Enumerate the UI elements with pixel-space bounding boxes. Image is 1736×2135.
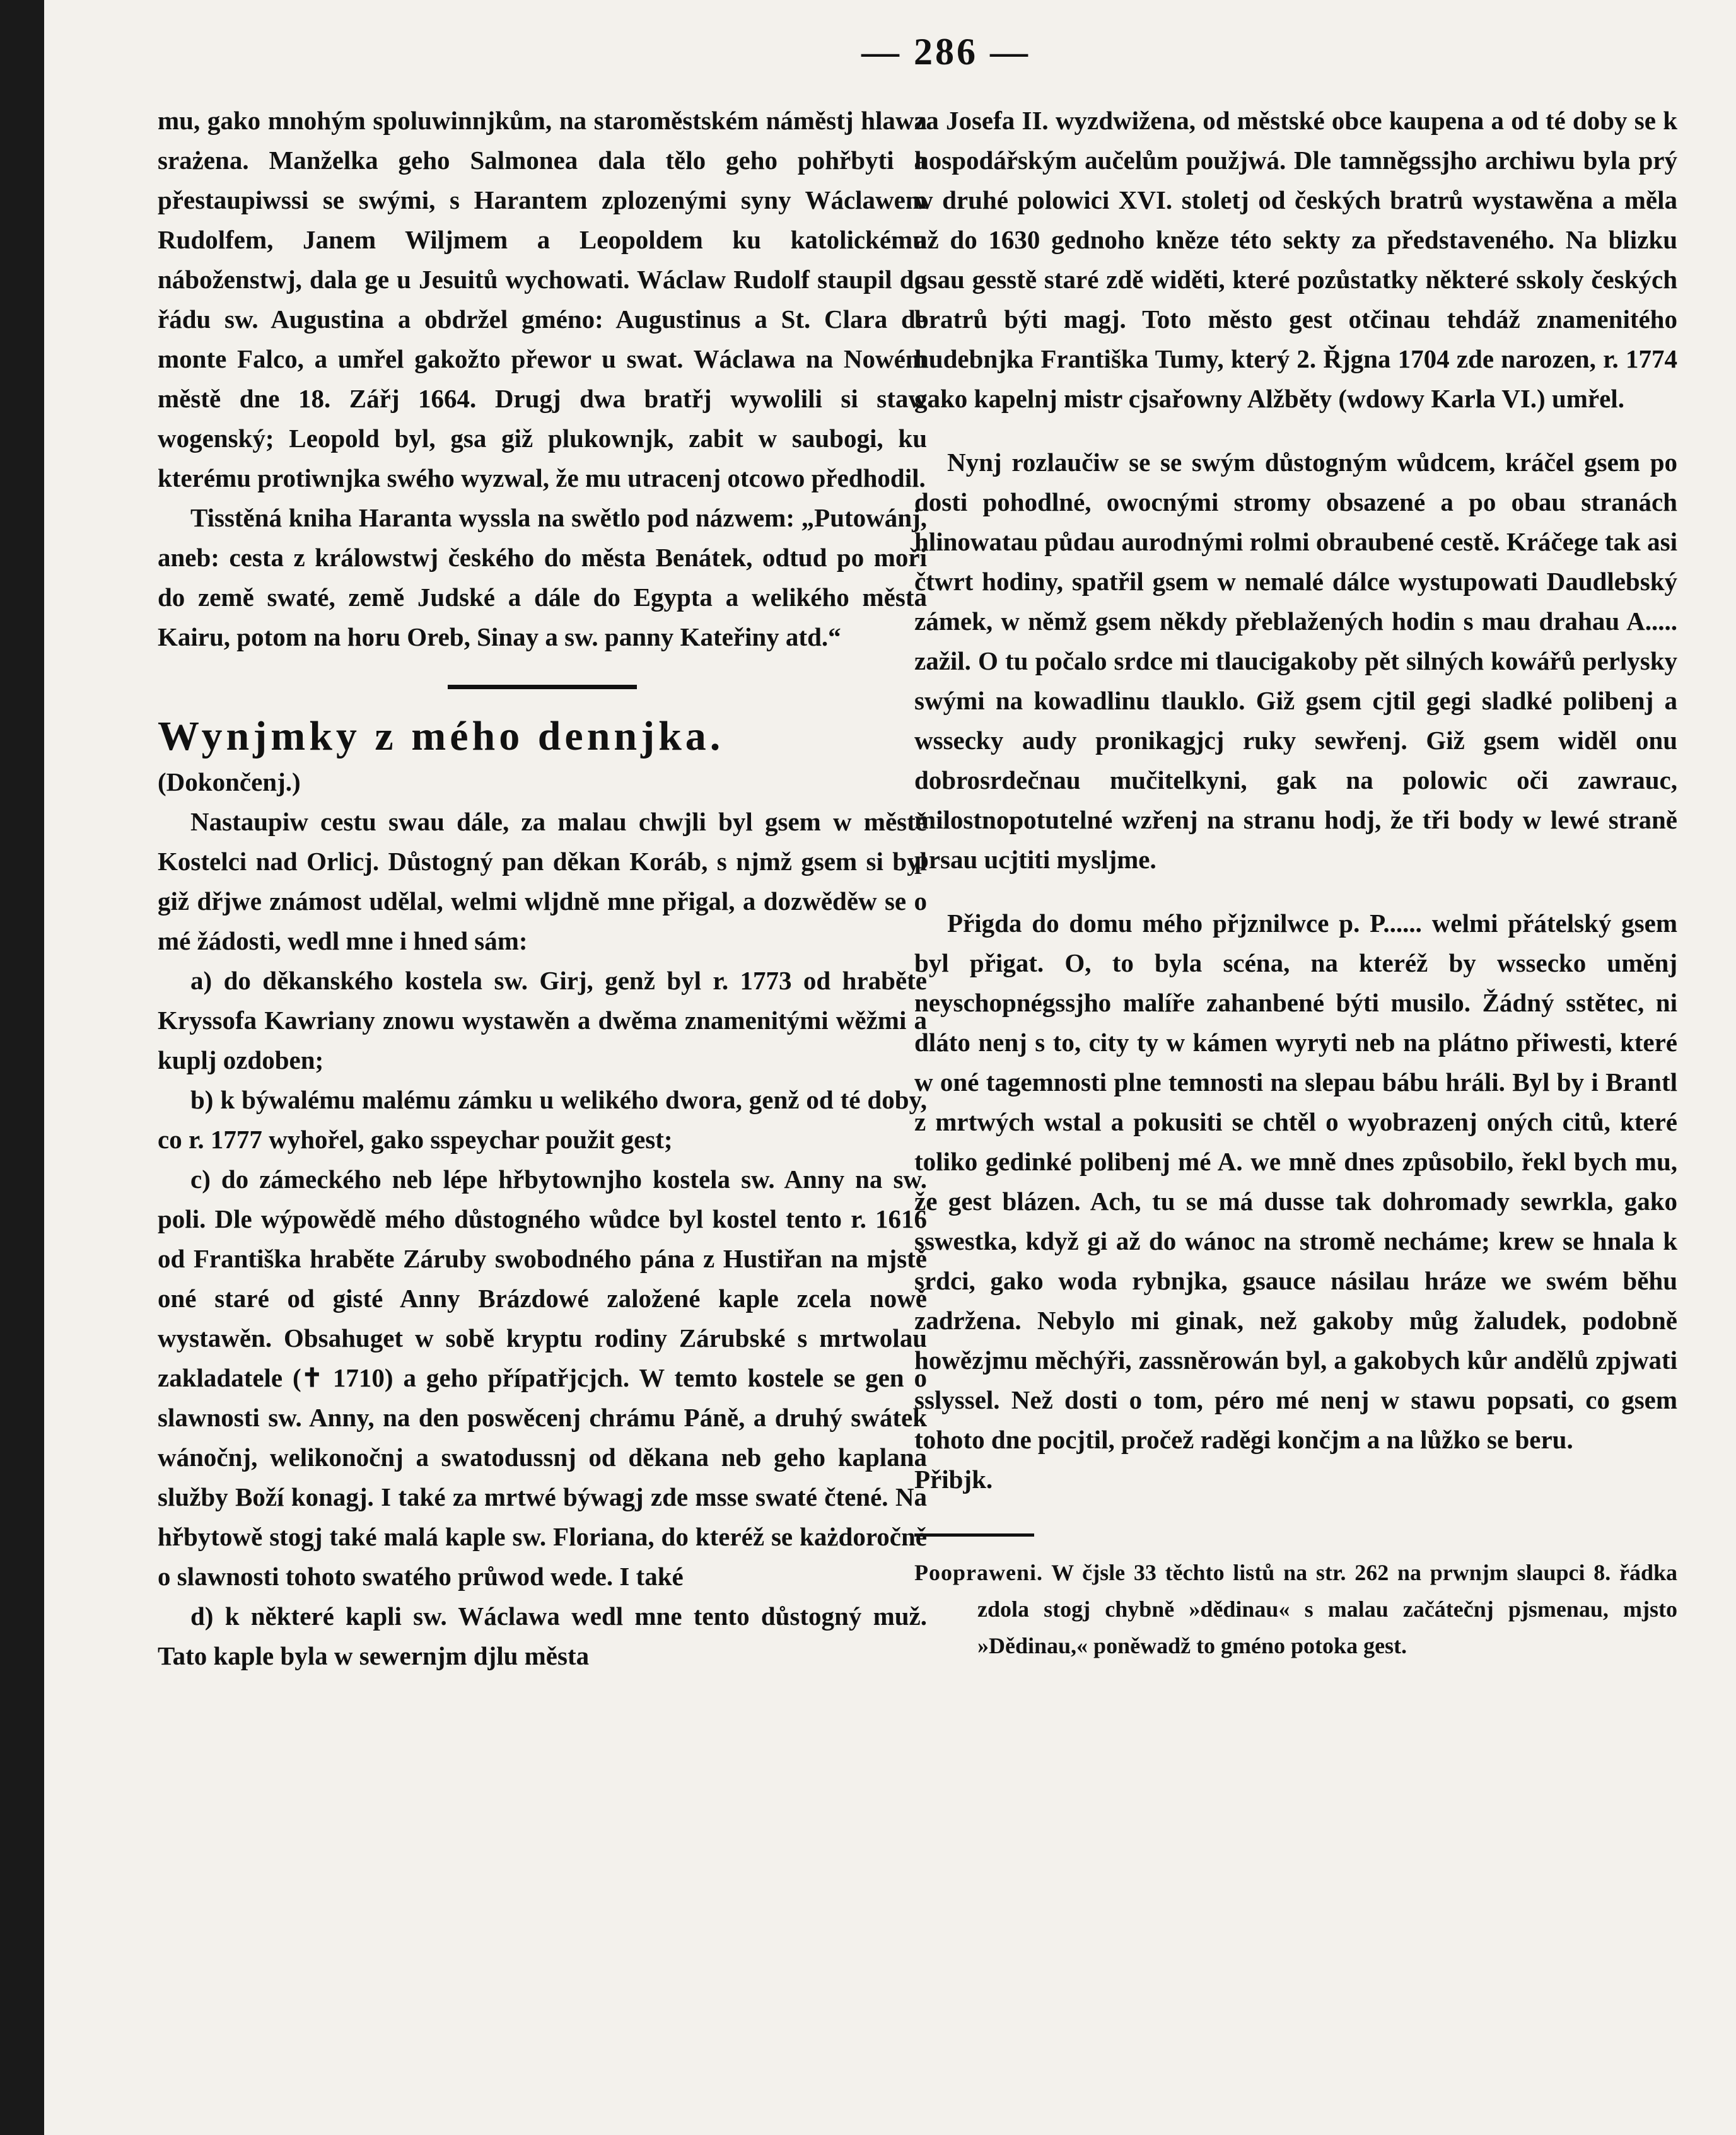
footnote-text: W čjsle 33 těchto listů na str. 262 na prwnjm slaupci 8. řádka zdola stogj chybně »dědinau« s malau začátečnj pjsmenau, mjsto »Dědinau,« poněwadž to gméno potoka gest.	[977, 1560, 1677, 1658]
list-item: b) k býwalému malému zámku u welikého dwora, genž od té doby, co r. 1777 wyhořel, gako sspeychar použit gest;	[158, 1085, 927, 1154]
right-column	[914, 101, 1677, 1664]
page-number: — 286 —	[861, 31, 1030, 73]
footnote-divider	[914, 1533, 1034, 1537]
paragraph: za Josefa II. wyzdwižena, od městské obce kaupena a od té doby se k hospodářským aučelům použjwá. Dle tamněgssjho archiwu byla prý w druhé polowici XVI. stoletj od českých bratrů wystawěna a měla až do 1630 gednoho kněze této sekty za představeného. Na blizku gsau gesstě staré zdě widěti, které pozůstatky některé sskoly českých bratrů býti magj. Toto město gest otčinau tehdáž znamenitého hudebnjka Františka Tumy, který 2. Řjgna 1704 zde narozen, r. 1774 gako kapelnj mistr cjsařowny Alžběty (wdowy Karla VI.) umřel.	[914, 106, 1677, 413]
left-column	[158, 101, 927, 1676]
footnote	[914, 1554, 1677, 1664]
paragraph: Přigda do domu mého přjznilwce p. P...... welmi přátelský gsem byl přigat. O, to byla scéna, na kteréž by wssecko uměnj neyschopnégssjho malíře zahanbené býti musilo. Žádný sstětec, ni dláto nenj s to, city ty w kámen wyryti neb na plátno přiwesti, které w oné tagemnosti plne temnosti na slepau bábu hráli. Byl by i Brantl z mrtwých wstal a pokusiti se chtěl o wyobrazenj oných citů, které toliko gedinké polibenj mé A. we mně dnes způsobilo, řekl bych mu, že gest blázen. Ach, tu se má dusse tak dohromady sewrkla, gako sswestka, když gi až do wánoc na stromě necháme; krew se hnala k srdci, gako woda rybnjka, gsauce násilau hráze we swém běhu zadržena. Nebylo mi ginak, než gakoby můg žaludek, podobně howězjmu měchýři, zassněrowán byl, a gakobych kůr andělů zpjwati sslyssel. Než dosti o tom, péro mé nenj w stawu popsati, co gsem tohoto dne pocjtil, pročež raděgi končjm a na lůžko se beru.	[914, 909, 1677, 1454]
section-subtitle: (Dokončenj.)	[158, 767, 301, 796]
list-item: c) do zámeckého neb lépe hřbytownjho kostela sw. Anny na sw. poli. Dle wýpowědě mého důstogného wůdce byl kostel tento r. 1616 od Františka hraběte Záruby swobodného pána z Hustiřan na mjstě oné staré od gisté Anny Brázdowé založené kaple zcela nowě wystawěn. Obsahuget w sobě kryptu rodiny Zárubské s mrtwolau zakladatele (✝ 1710) a geho přípatřjcjch. W temto kostele se gen o slawnosti sw. Anny, na den poswěcenj chrámu Páně, a druhý swátek wánočnj, welikonočnj a swatodussnj od děkana neb geho kaplana služby Boží konagj. I také za mrtwé býwagj zde msse swaté čtené. Na hřbytowě stogj také malá kaple sw. Floriana, do kteréž se każdoročně o slawnosti tohoto swatého průwod wede. I také	[158, 1165, 927, 1591]
section-title: Wynjmky z mého dennjka.	[158, 713, 725, 759]
list-item: d) k některé kapli sw. Wáclawa wedl mne tento důstogný muž. Tato kaple byla w sewernjm djlu města	[158, 1602, 927, 1670]
section-divider	[448, 685, 637, 689]
paragraph: Nastaupiw cestu swau dále, za malau chwjli byl gsem w městě Kostelci nad Orlicj. Důstogný pan děkan Koráb, s njmž gsem si byl giž dřjwe známost udělal, welmi wljdně mne přigal, a dozwěděw se o mé žádosti, wedl mne i hned sám:	[158, 807, 927, 955]
list-item: a) do děkanského kostela sw. Girj, genž byl r. 1773 od hraběte Kryssofa Kawriany znowu wystawěn a dwěma znamenitými wěžmi a kuplj ozdoben;	[158, 966, 927, 1074]
paragraph: Tisstěná kniha Haranta wyssla na swětlo pod názwem: „Putowánj, aneb: cesta z králowstwj českého do města Benátek, odtud po moři do země swaté, země Judské a dále do Egypta a welikého města Kairu, potom na horu Oreb, Sinay a sw. panny Kateřiny atd.“	[158, 503, 927, 651]
paragraph: Nynj rozlaučiw se se swým důstogným wůdcem, kráčel gsem po dosti pohodlné, owocnými stromy obsazené a po obau stranách hlinowatau půdau aurodnými rolmi obraubené cestě. Kráčege tak asi čtwrt hodiny, spatřil gsem w nemalé dálce wystupowati Daudlebský zámek, w němž gsem někdy přeblažených hodin s mau drahau A..... zažil. O tu počalo srdce mi tlaucigakoby pět silných kowářů perlysky swými na kowadlinu tlauklo. Giž gsem cjtil gegi sladké polibenj a wssecky audy pronikagjcj ruky sewřenj. Giž gsem widěl onu dobrosrdečnau mučitelkyni, gak na polowic oči zawrauc, milostnopotutelné wzřenj na stranu hodj, že tři body w lewé straně prsau ucjtiti mysljme.	[914, 448, 1677, 874]
paragraph: mu, gako mnohým spoluwinnjkům, na staroměstském náměstj hlawa srażena. Manželka geho Salmonea dala tělo geho pohřbyti a přestaupiwssi se swými, s Harantem zplozenými syny Wáclawem Rudolfem, Janem Wiljmem a Leopoldem ku katolickému náboženstwj, dala ge u Jesuitů wychowati. Wáclaw Rudolf staupil do řádu sw. Augustina a obdržel gméno: Augustinus a St. Clara de monte Falco, a umřel gakožto přewor u swat. Wáclawa na Nowém městě dne 18. Zářj 1664. Drugj dwa bratřj wywolili si staw wogenský; Leopold byl, gsa giž plukownjk, zabit w saubogi, ku kterému protiwnjka swého wyzwal, že mu utracenj otcowo předhodil.	[158, 106, 927, 492]
author-signature: Přibjk.	[914, 1465, 993, 1494]
book-page	[44, 0, 1736, 2135]
footnote-label: Poopraweni.	[914, 1560, 1043, 1585]
